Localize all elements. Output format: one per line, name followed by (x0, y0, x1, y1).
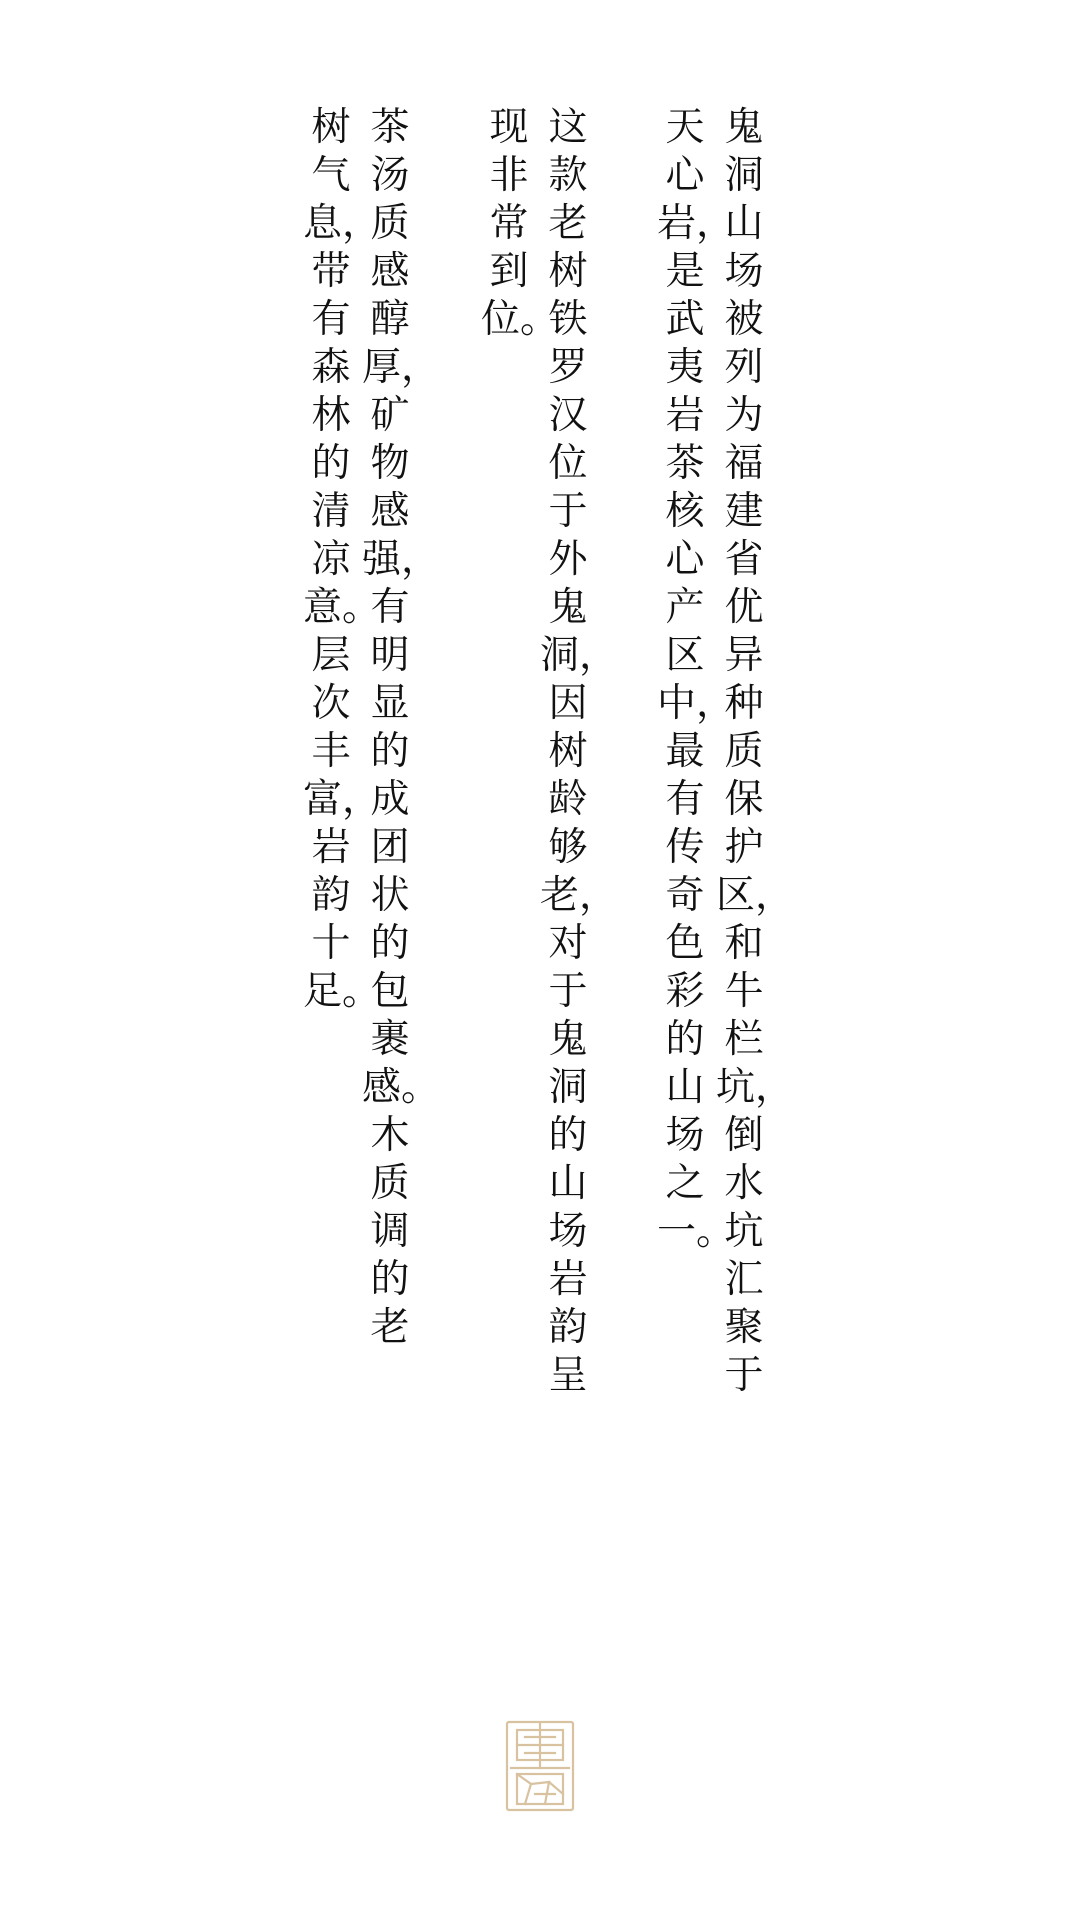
paragraph-2-line-1: 这款老树铁罗汉位于外鬼洞，因树龄够老，对于鬼洞的山场岩韵呈 (540, 105, 619, 1398)
paragraph-2-line-2: 现非常到位。 (481, 105, 560, 342)
paragraph-3-line-1: 茶汤质感醇厚，矿物感强，有明显的成团状的包裹感。木质调的老 (362, 105, 441, 1350)
paragraph-3-line-2: 树气息，带有森林的清凉意。层次丰富，岩韵十足。 (303, 105, 382, 1014)
paragraph-1-line-1: 鬼洞山场被列为福建省优异种质保护区，和牛栏坑，倒水坑汇聚于 (716, 105, 795, 1398)
paragraph-1-line-2: 天心岩，是武夷岩茶核心产区中，最有传奇色彩的山场之一。 (657, 105, 736, 1254)
seal-logo-icon (505, 1720, 575, 1812)
